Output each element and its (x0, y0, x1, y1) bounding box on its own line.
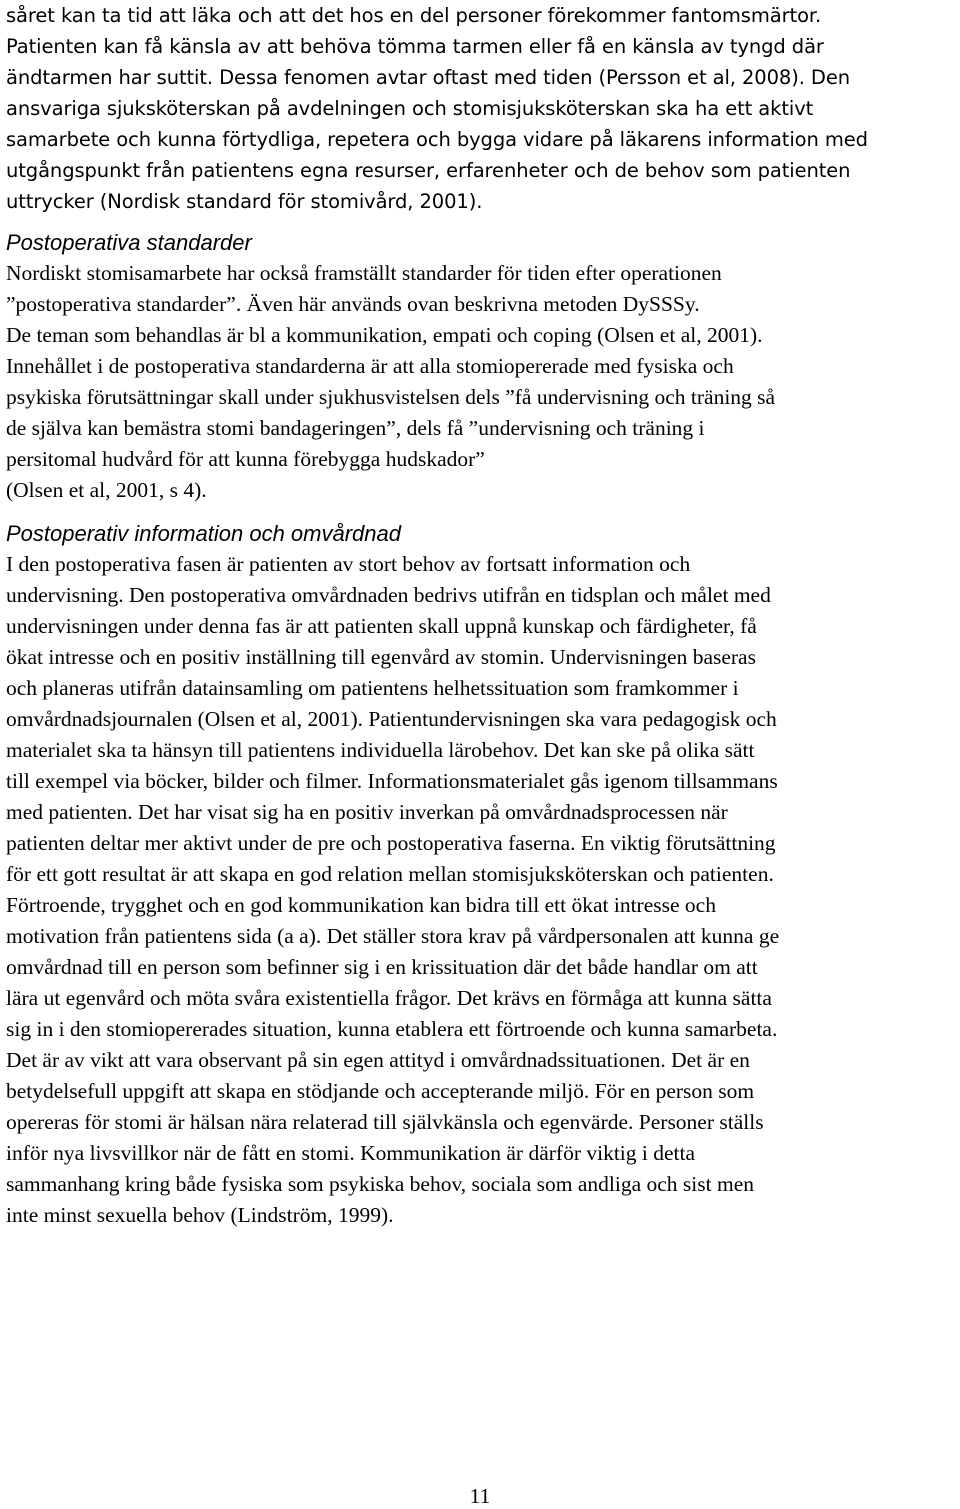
text-line: patienten deltar mer aktivt under de pre och postoperativa faserna. En viktig förutsättning (6, 831, 776, 855)
text-line: och planeras utifrån datainsamling om patientens helhetssituation som framkommer i (6, 676, 739, 700)
text-line: samarbete och kunna förtydliga, repetera och bygga vidare på läkarens information med (6, 128, 868, 151)
text-line: inte minst sexuella behov (Lindström, 1999). (6, 1203, 394, 1227)
text-line: omvårdnadsjournalen (Olsen et al, 2001). Patientundervisningen ska vara pedagogisk och (6, 707, 777, 731)
text-line: De teman som behandlas är bl a kommunikation, empati och coping (Olsen et al, 2001). (6, 323, 763, 347)
text-line: ökat intresse och en positiv inställning till egenvård av stomin. Undervisningen baseras (6, 645, 756, 669)
text-line: ändtarmen har suttit. Dessa fenomen avtar oftast med tiden (Persson et al, 2008). Den (6, 66, 850, 89)
text-line: betydelsefull uppgift att skapa en stödjande och accepterande miljö. För en person som (6, 1079, 755, 1103)
text-line: med patienten. Det har visat sig ha en positiv inverkan på omvårdnadsprocessen när (6, 800, 728, 824)
text-line: undervisningen under denna fas är att patienten skall uppnå kunskap och färdigheter, få (6, 614, 757, 638)
text-line: ”postoperativa standarder”. Även här används ovan beskrivna metoden DySSSy. (6, 292, 700, 316)
text-line: Förtroende, trygghet och en god kommunikation kan bidra till ett ökat intresse och (6, 893, 716, 917)
text-line: sig in i den stomiopererades situation, kunna etablera ett förtroende och kunna samarbeta. (6, 1017, 778, 1041)
text-line: Patienten kan få känsla av att behöva tömma tarmen eller få en känsla av tyngd där (6, 35, 824, 58)
text-line: I den postoperativa fasen är patienten av stort behov av fortsatt information och (6, 552, 691, 576)
text-line: Nordiskt stomisamarbete har också framställt standarder för tiden efter operationen (6, 261, 722, 285)
paragraph-intro (6, 0, 958, 217)
text-line: uttrycker (Nordisk standard för stomivård, 2001). (6, 190, 483, 213)
text-line: ansvariga sjuksköterskan på avdelningen och stomisjuksköterskan ska ha ett aktivt (6, 97, 814, 120)
text-line: såret kan ta tid att läka och att det hos en del personer förekommer fantomsmärtor. (6, 4, 822, 27)
text-line: undervisning. Den postoperativa omvårdnaden bedrivs utifrån en tidsplan och målet med (6, 583, 771, 607)
paragraph-postoperativ-information (6, 549, 958, 1231)
heading-postoperativ-information: Postoperativ information och omvårdnad (6, 521, 401, 546)
text-line: till exempel via böcker, bilder och filmer. Informationsmaterialet gås igenom tillsammans (6, 769, 778, 793)
text-line: Innehållet i de postoperativa standarderna är att alla stomiopererade med fysiska och (6, 354, 734, 378)
heading-postoperativa-standarder: Postoperativa standarder (6, 230, 252, 255)
paragraph-postoperativa-standarder (6, 258, 958, 506)
text-line: omvårdnad till en person som befinner sig i en krissituation där det både handlar om att (6, 955, 758, 979)
text-line: de själva kan bemästra stomi bandageringen”, dels få ”undervisning och träning i (6, 416, 705, 440)
text-line: persitomal hudvård för att kunna förebygga hudskador” (6, 447, 485, 471)
text-line: opereras för stomi är hälsan nära relaterad till självkänsla och egenvärde. Personer ställs (6, 1110, 764, 1134)
text-line: motivation från patientens sida (a a). Det ställer stora krav på vårdpersonalen att kunna ge (6, 924, 780, 948)
text-line: sammanhang kring både fysiska som psykiska behov, sociala som andliga och sist men (6, 1172, 754, 1196)
text-line: lära ut egenvård och möta svåra existentiella frågor. Det krävs en förmåga att kunna sätta (6, 986, 772, 1010)
document-page (6, 0, 958, 1231)
page-number: 11 (469, 1484, 491, 1508)
text-line: för ett gott resultat är att skapa en god relation mellan stomisjuksköterskan och patienten. (6, 862, 774, 886)
text-line: psykiska förutsättningar skall under sjukhusvistelsen dels ”få undervisning och träning så (6, 385, 776, 409)
text-line: (Olsen et al, 2001, s 4). (6, 478, 207, 502)
text-line: Det är av vikt att vara observant på sin egen attityd i omvårdnadssituationen. Det är en (6, 1048, 750, 1072)
text-line: utgångspunkt från patientens egna resurser, erfarenheter och de behov som patienten (6, 159, 851, 182)
text-line: materialet ska ta hänsyn till patientens individuella lärobehov. Det kan ske på olika sätt (6, 738, 755, 762)
text-line: inför nya livsvillkor när de fått en stomi. Kommunikation är därför viktig i detta (6, 1141, 696, 1165)
